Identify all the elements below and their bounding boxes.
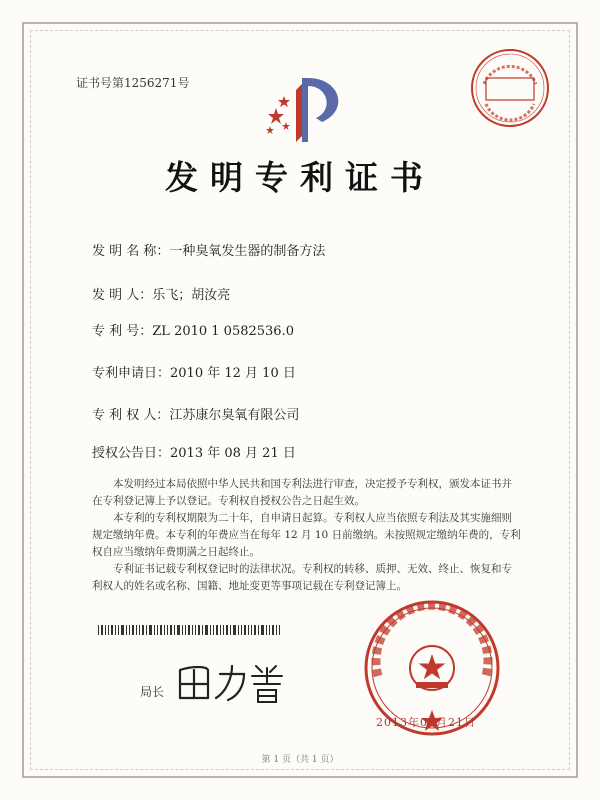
page-number: 第 1 页（共 1 页） (261, 755, 339, 765)
field-value: 2010 年 12 月 10 日 (170, 366, 296, 381)
field-value: ZL 2010 1 0582536.0 (152, 324, 294, 339)
notary-seal-icon (468, 46, 552, 130)
field-label: 发 明 名 称： (92, 244, 170, 259)
field-value: 江苏康尔臭氧有限公司 (169, 408, 300, 423)
barcode-icon (98, 625, 280, 635)
field-label: 专 利 号： (92, 324, 153, 339)
field-patentee (92, 404, 299, 423)
body-paragraph: 本专利的专利权期限为二十年，自申请日起算。专利权人应当依照专利法及其实施细则规定缴纳年费。本专利的年费应当在每年 12 月 10 日前缴纳。未按照规定缴纳年费的，专利权自应当缴纳年费期满之日起终止。 (92, 512, 521, 558)
seal-date: 2013年08月21日 (376, 716, 476, 729)
field-label: 专利申请日： (92, 366, 171, 381)
patent-office-logo-icon (262, 70, 352, 150)
director-signature (172, 656, 292, 706)
body-paragraph: 本发明经过本局依照中华人民共和国专利法进行审查，决定授予专利权，颁发本证书并在专利登记簿上予以登记。专利权自授权公告之日起生效。 (92, 478, 512, 507)
field-patent-number (92, 320, 294, 339)
field-grant-date (92, 442, 296, 461)
field-value: 2013 年 08 月 21 日 (170, 446, 296, 461)
director-label: 局长 (140, 685, 165, 699)
certificate-number: 证书号第1256271号 (76, 76, 190, 90)
field-label: 授权公告日： (92, 446, 171, 461)
field-application-date (92, 362, 296, 381)
body-paragraph: 专利证书记载专利权登记时的法律状况。专利权的转移、质押、无效、终止、恢复和专利权人的姓名或名称、国籍、地址变更等事项记载在专利登记簿上。 (92, 563, 512, 592)
field-inventors (92, 284, 230, 303)
field-label: 发 明 人： (92, 288, 153, 303)
field-invention-name (92, 240, 325, 259)
field-value: 乐飞；胡汝亮 (152, 288, 231, 303)
certificate-title: 发明专利证书 (165, 158, 435, 197)
certificate-body-text (92, 476, 522, 595)
field-value: 一种臭氧发生器的制备方法 (169, 244, 326, 259)
field-label: 专 利 权 人： (92, 408, 170, 423)
